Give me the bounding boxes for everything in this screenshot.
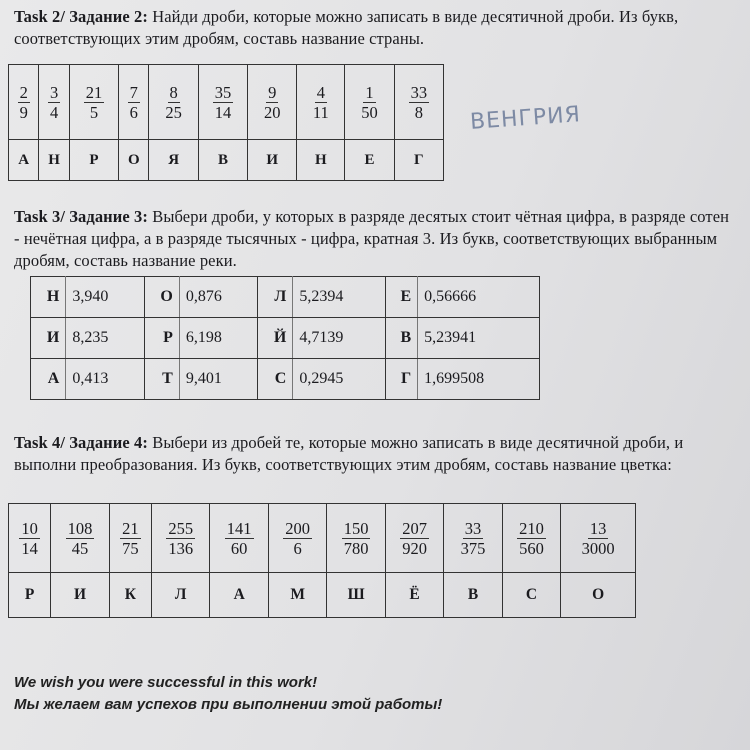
task2-fraction-cell [39, 65, 69, 140]
task2-letter-row [9, 140, 444, 181]
fraction-numerator: 33 [410, 82, 428, 102]
fraction-denominator: 9 [19, 102, 28, 122]
task4-letter-cell: О [561, 573, 636, 618]
task4-fraction-cell [210, 504, 268, 573]
task2-letter-cell: Н [39, 140, 69, 181]
task3-letter-cell: Г [386, 359, 418, 400]
task3-heading [14, 206, 734, 272]
wish-english: We wish you were successful in this work! [14, 674, 318, 691]
task2-fraction-cell [9, 65, 39, 140]
task2-letter-cell: Н [297, 140, 345, 181]
fraction-denominator: 4 [49, 102, 59, 122]
fraction-denominator: 6 [293, 538, 302, 558]
fraction-denominator: 920 [402, 538, 427, 558]
task3-row [31, 277, 540, 318]
fraction-denominator: 3000 [581, 538, 615, 558]
task2-fraction-cell [297, 65, 345, 140]
task2-table [8, 64, 444, 181]
task2-letter-cell: Е [345, 140, 394, 181]
task2-letter-cell: Я [149, 140, 198, 181]
task3-row [31, 359, 540, 400]
task2-letter-cell: Р [69, 140, 118, 181]
fraction-denominator: 45 [71, 538, 89, 558]
task2-fraction-cell [198, 65, 247, 140]
task2-letter-cell: О [119, 140, 149, 181]
fraction-numerator: 35 [214, 82, 232, 102]
task3-letter-cell: И [31, 318, 66, 359]
handwritten-answer: ВЕНГРИЯ [469, 102, 582, 135]
task4-letter-cell: К [109, 573, 151, 618]
task2-letter-cell: В [198, 140, 247, 181]
task3-value-cell: 0,876 [179, 277, 257, 318]
task3-letter-cell: В [386, 318, 418, 359]
fraction-numerator: 2 [19, 82, 28, 102]
task4-fraction-cell [268, 504, 326, 573]
fraction-numerator: 108 [67, 518, 93, 538]
fraction-numerator: 210 [519, 518, 544, 538]
task4-letter-cell: Ё [385, 573, 443, 618]
fraction-denominator: 14 [21, 538, 38, 558]
task4-fraction-cell [109, 504, 151, 573]
task4-letter-row [9, 573, 636, 618]
task3-letter-cell: Н [31, 277, 66, 318]
task2-fraction-cell [119, 65, 149, 140]
task4-label: Task 4/ Задание 4: [14, 433, 148, 452]
task4-fraction-row [9, 504, 636, 573]
task2-heading [14, 6, 734, 50]
task3-letter-cell: О [144, 277, 179, 318]
task3-table [30, 276, 540, 400]
task3-value-cell: 9,401 [179, 359, 257, 400]
task4-letter-cell: Р [9, 573, 51, 618]
task4-letter-cell: И [51, 573, 109, 618]
task2-fraction-cell [248, 65, 297, 140]
task2-fraction-cell [69, 65, 118, 140]
fraction-numerator: 150 [343, 518, 369, 538]
fraction-denominator: 136 [168, 538, 194, 558]
task4-heading [14, 432, 734, 476]
fraction-denominator: 11 [312, 102, 329, 122]
task3-value-cell: 4,7139 [293, 318, 386, 359]
fraction-numerator: 10 [21, 518, 38, 538]
task4-letter-cell: М [268, 573, 326, 618]
task3-value-cell: 0,2945 [293, 359, 386, 400]
task4-fraction-cell [561, 504, 636, 573]
fraction-denominator: 6 [129, 102, 138, 122]
fraction-denominator: 25 [165, 102, 182, 122]
wish-russian: Мы желаем вам успехов при выполнении этой работы! [14, 696, 443, 713]
task4-fraction-cell [444, 504, 502, 573]
fraction-numerator: 7 [129, 82, 138, 102]
task3-letter-cell: С [258, 359, 293, 400]
task3-value-cell: 0,56666 [418, 277, 540, 318]
task4-letter-cell: Ш [327, 573, 385, 618]
task2-fraction-cell [394, 65, 443, 140]
task2-letter-cell: И [248, 140, 297, 181]
fraction-denominator: 14 [214, 102, 232, 122]
fraction-denominator: 375 [460, 538, 486, 558]
task4-fraction-cell [385, 504, 443, 573]
task4-text: Выбери из дробей те, которые можно записать в виде десятичной дроби, и выполни преобразования. Из букв, соответствующих этим дробям, составь название цветка: [14, 433, 684, 474]
task3-label: Task 3/ Задание 3: [14, 207, 148, 226]
fraction-numerator: 13 [589, 518, 607, 538]
task3-letter-cell: Л [258, 277, 293, 318]
task3-value-cell: 0,413 [66, 359, 144, 400]
task4-letter-cell: Л [151, 573, 209, 618]
fraction-numerator: 21 [85, 82, 103, 102]
task3-letter-cell: А [31, 359, 66, 400]
task4-fraction-cell [327, 504, 385, 573]
task2-letter-cell: Г [394, 140, 443, 181]
task3-letter-cell: Й [258, 318, 293, 359]
task2-fraction-cell [345, 65, 394, 140]
task3-letter-cell: Р [144, 318, 179, 359]
fraction-numerator: 8 [169, 82, 178, 102]
fraction-denominator: 8 [414, 102, 423, 122]
task2-label: Task 2/ Задание 2: [14, 7, 148, 26]
fraction-numerator: 33 [464, 518, 482, 538]
task4-fraction-cell [502, 504, 560, 573]
task3-row [31, 318, 540, 359]
task3-value-cell: 5,2394 [293, 277, 386, 318]
fraction-denominator: 50 [361, 102, 378, 122]
fraction-numerator: 21 [122, 518, 139, 538]
task2-fraction-row [9, 65, 444, 140]
task3-value-cell: 6,198 [179, 318, 257, 359]
task3-value-cell: 3,940 [66, 277, 144, 318]
task3-value-cell: 1,699508 [418, 359, 540, 400]
task4-fraction-cell [51, 504, 109, 573]
fraction-denominator: 75 [122, 538, 139, 558]
task4-letter-cell: В [444, 573, 502, 618]
task4-fraction-cell [151, 504, 209, 573]
task4-letter-cell: С [502, 573, 560, 618]
fraction-numerator: 255 [168, 518, 194, 538]
fraction-denominator: 60 [230, 538, 248, 558]
fraction-denominator: 780 [343, 538, 369, 558]
task3-value-cell: 5,23941 [418, 318, 540, 359]
fraction-numerator: 3 [49, 82, 59, 102]
fraction-numerator: 141 [226, 518, 252, 538]
task3-value-cell: 8,235 [66, 318, 144, 359]
task3-letter-cell: Е [386, 277, 418, 318]
fraction-numerator: 4 [316, 82, 325, 102]
fraction-numerator: 1 [365, 82, 374, 102]
task4-table [8, 503, 636, 618]
task3-text: Выбери дроби, у которых в разряде десятых стоит чётная цифра, в разряде сотен - нечётная цифра, а в разряде тысячных - цифра, кратная 3. Из букв, соответствующих выбранным дробям, составь название реки. [14, 207, 730, 270]
fraction-numerator: 207 [402, 518, 427, 538]
task4-letter-cell: А [210, 573, 268, 618]
task3-letter-cell: Т [144, 359, 179, 400]
fraction-numerator: 9 [268, 82, 277, 102]
fraction-denominator: 560 [519, 538, 544, 558]
task2-fraction-cell [149, 65, 198, 140]
task4-fraction-cell [9, 504, 51, 573]
fraction-numerator: 200 [285, 518, 311, 538]
fraction-denominator: 20 [264, 102, 281, 122]
task2-letter-cell: А [9, 140, 39, 181]
task2-text: Найди дроби, которые можно записать в виде десятичной дроби. Из букв, соответствующих этим дробям, составь название страны. [14, 7, 679, 48]
fraction-denominator: 5 [89, 102, 99, 122]
